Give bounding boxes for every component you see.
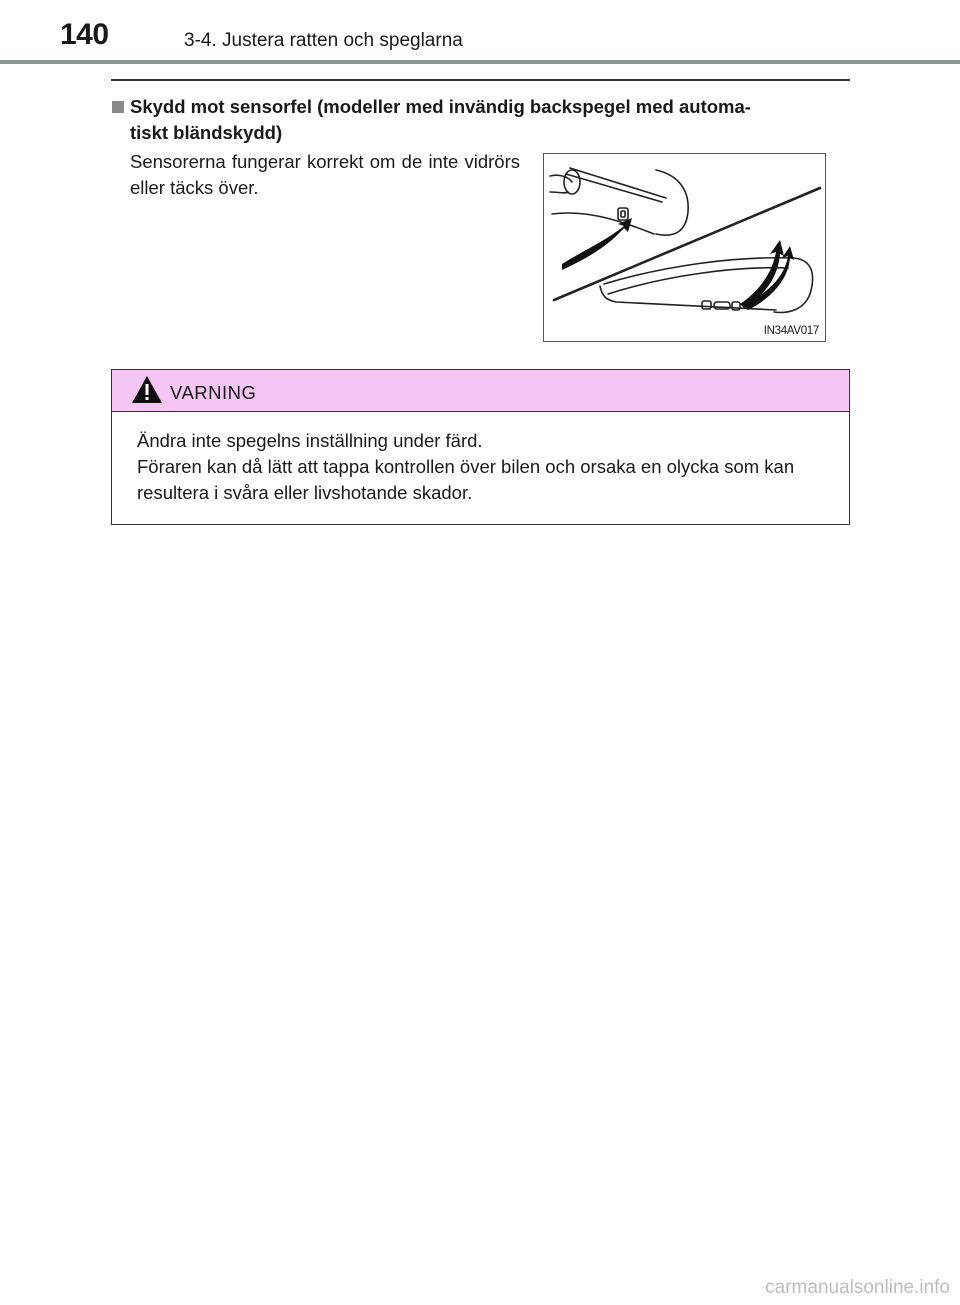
warning-title: VARNING: [170, 382, 257, 403]
warning-header: [112, 370, 849, 412]
figure-code: IN34AV017: [763, 325, 819, 337]
warning-line-2: Föraren kan då lätt att tappa kontrollen över bilen och orsaka en olycka som kan resultera i svåra eller livshotande skador.: [137, 456, 795, 503]
warning-body: [137, 428, 842, 506]
warning-triangle-icon: [130, 374, 164, 406]
section-rule: [111, 79, 850, 81]
warning-line-1: Ändra inte spegelns inställning under färd.: [137, 430, 483, 451]
page-number: 140: [60, 18, 109, 51]
chapter-title: 3-4. Justera ratten och speglarna: [184, 30, 463, 51]
mirror-illustration: [544, 154, 825, 341]
heading-line-1: Skydd mot sensorfel (modeller med invändig backspegel med automa-: [130, 96, 751, 117]
header-rule: [0, 60, 960, 64]
watermark: carmanualsonline.info: [765, 1277, 950, 1298]
mirror-sensor-figure: [543, 153, 826, 342]
heading-line-2: tiskt bländskydd): [130, 122, 283, 143]
bullet-square-icon: [112, 101, 124, 113]
section-heading: [112, 94, 852, 146]
section-body-text: Sensorerna fungerar korrekt om de inte vidrörs eller täcks över.: [130, 151, 520, 198]
warning-box: [111, 369, 850, 525]
